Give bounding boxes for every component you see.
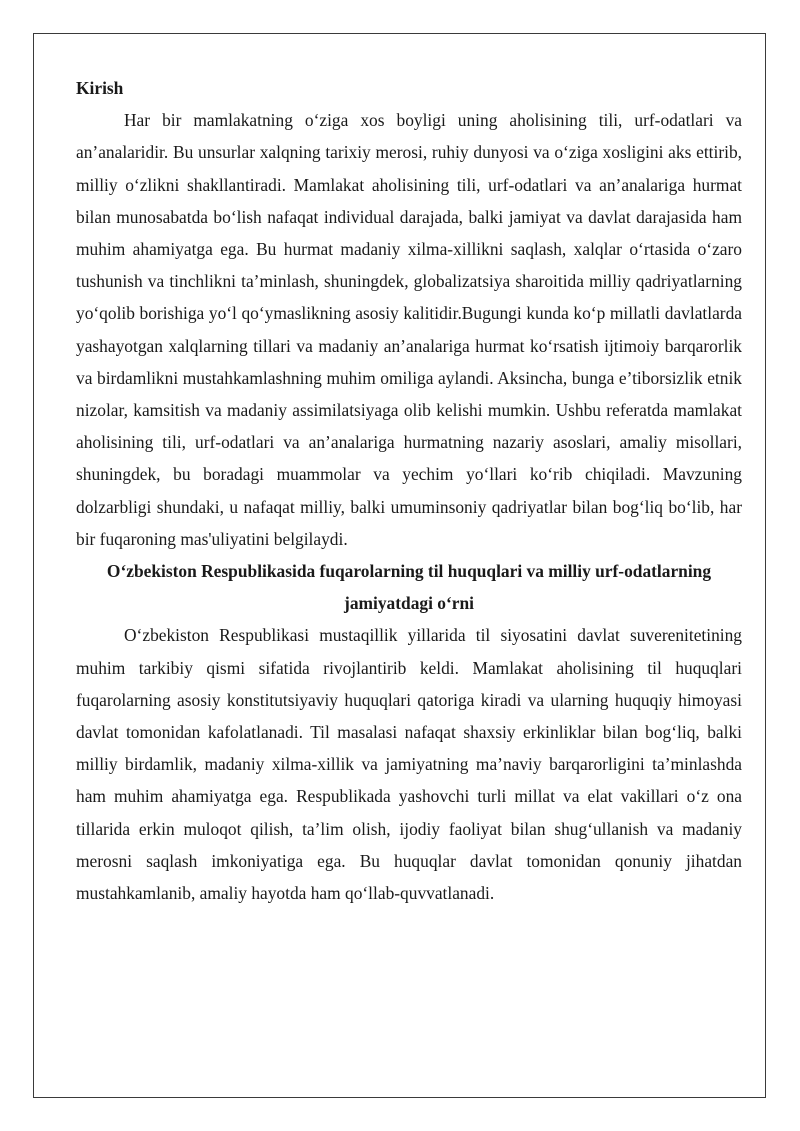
section-paragraph: Oʻzbekiston Respublikasi mustaqillik yillarida til siyosatini davlat suverenitetining muhim tarkibiy qismi sifatida rivojlantirib keldi. Mamlakat aholisining til huquqlari fuqarolarning asosiy konstitutsiyaviy huquqlari qatoriga kiradi va ularning huquqiy himoyasi davlat tomonidan kafolatlanadi. Til masalasi nafaqat shaxsiy erkinliklar bilan bogʻliq, balki milliy birdamlik, madaniy xilma-xillik va jamiyatning ma’naviy barqarorligini ta’minlashda ham muhim ahamiyatga ega. Respublikada yashovchi turli millat va elat vakillari oʻz ona tillarida erkin muloqot qilish, ta’lim olish, ijodiy faoliyat bilan shugʻullanish va madaniy merosni saqlash imkoniyatiga ega. Bu huquqlar davlat tomonidan qonuniy jihatdan mustahkamlanib, amaliy hayotda ham qoʻllab-quvvatlanadi. xyxy=(76,625,742,904)
document-body xyxy=(76,72,742,909)
intro-paragraph: Har bir mamlakatning oʻziga xos boyligi uning aholisining tili, urf-odatlari va an’analaridir. Bu unsurlar xalqning tarixiy merosi, ruhiy dunyosi va oʻziga xosligini aks ettirib, milliy oʻzlikni shakllantiradi. Mamlakat aholisining tili, urf-odatlari va an’analariga hurmat bilan munosabatda boʻlish nafaqat individual darajada, balki jamiyat va davlat darajasida ham muhim ahamiyatga ega. Bu hurmat madaniy xilma-xillikni saqlash, xalqlar oʻrtasida oʻzaro tushunish va tinchlikni ta’minlash, shuningdek, globalizatsiya sharoitida milliy qadriyatlarning yoʻqolib borishiga yoʻl qoʻymaslikning asosiy kalitidir.Bugungi kunda koʻp millatli davlatlarda yashayotgan xalqlarning tillari va madaniy an’analariga hurmat koʻrsatish ijtimoiy barqarorlik va birdamlikni mustahkamlashning muhim omiliga aylandi. Aksincha, bunga e’tiborsizlik etnik nizolar, kamsitish va madaniy assimilatsiyaga olib kelishi mumkin. Ushbu referatda mamlakat aholisining tili, urf-odatlari va an’analariga hurmatning nazariy asoslari, amaliy misollari, shuningdek, bu boradagi muammolar va yechim yoʻllari koʻrib chiqiladi. Mavzuning dolzarbligi shundaki, u nafaqat milliy, balki umuminsoniy qadriyatlar bilan bogʻliq boʻlib, har bir fuqaroning mas'uliyatini belgilaydi. xyxy=(76,110,742,549)
section-heading: Oʻzbekiston Respublikasida fuqarolarning til huquqlari va milliy urf-odatlarning jamiyatdagi oʻrni xyxy=(106,561,712,614)
intro-heading: Kirish xyxy=(76,78,124,98)
